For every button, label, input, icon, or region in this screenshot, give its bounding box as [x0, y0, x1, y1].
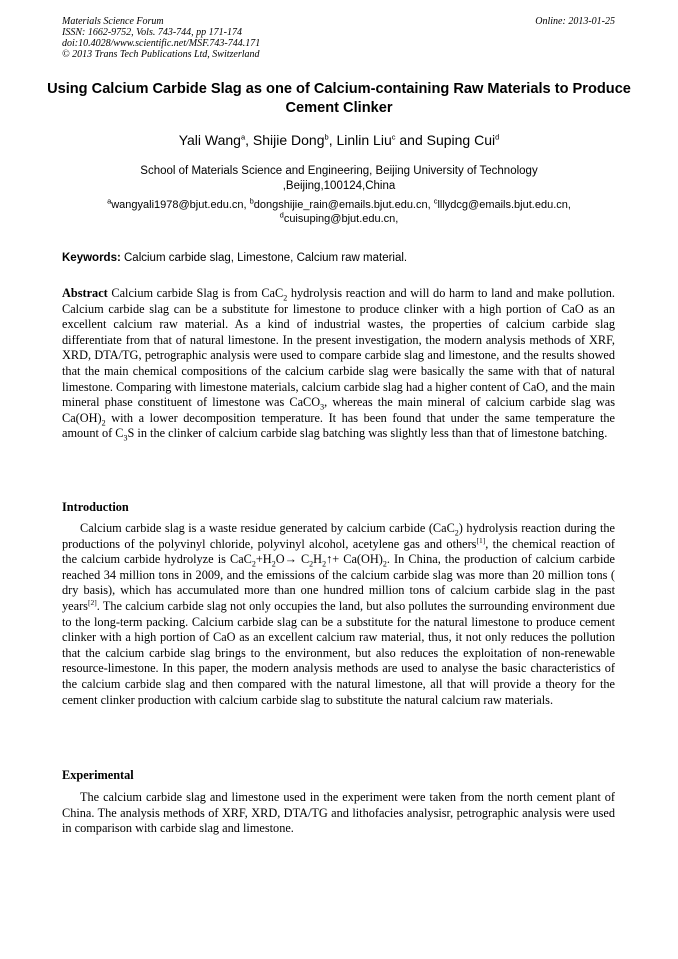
intro-text: . In China, the production of calcium carbide reached 34 million tons in 2009, and the emissions of the calcium carbide slag was more than 20 million tons ( dry basis), which has accumulated more than one hundred million tons of calcium carbide slag in the past years — [62, 552, 615, 613]
subscript: 3 — [320, 402, 325, 412]
email-mark: a — [107, 196, 112, 206]
intro-text: O→ C — [275, 552, 310, 567]
citation-ref[interactable]: [2] — [87, 597, 97, 607]
author-affil-mark: b — [324, 132, 329, 142]
subscript: 2 — [251, 559, 256, 569]
abstract-text: with a lower decomposition temperature. It has been found that under the same temperature the amount of C — [62, 410, 615, 441]
email-link[interactable]: cuisuping@bjut.edu.cn, — [283, 213, 399, 225]
subscript: 2 — [283, 293, 288, 303]
email-mark: b — [249, 196, 254, 206]
section-heading-introduction: Introduction — [62, 500, 129, 514]
email-link[interactable]: lllydcg@emails.bjut.edu.cn, — [437, 199, 571, 211]
abstract-label: Abstract — [62, 286, 108, 300]
author-name: Suping Cui — [426, 132, 496, 148]
abstract-text: Calcium carbide Slag is from CaC — [107, 286, 284, 300]
abstract-paragraph — [62, 286, 615, 442]
author-name: Linlin Liu — [336, 132, 392, 148]
abstract-text: , whereas the main mineral of calcium carbide slag was Ca(OH) — [62, 395, 615, 425]
experimental-paragraph: The calcium carbide slag and limestone used in the experiment were taken from the north cement plant of China. The analysis methods of XRF, XRD, DTA/TG and lithofacies analysisr, petrographic analysis were used in comparison with carbide slag and limestone. — [62, 790, 615, 836]
intro-text: . The calcium carbide slag not only occupies the land, but also pollutes the surrounding environment due to the long-term packing. Calcium carbide slag can be a substitute for the natural limestone to produce cement clinker with a high portion of CaO as an excellent calcium raw material, thus, it not only reduces the pollution that the calcium carbide slag brings to the environment, but also reduces the exploitation of non-renewable resource-limestone. In this paper, the modern analysis methods are used to analyse the basic characteristics of the calcium carbide slag and then compared with the natural limestone, all that will provide a theory for the cement clinker production with calcium carbide slag to substitute the natural calcium raw materials. — [62, 598, 615, 707]
author-separator: and — [395, 132, 427, 148]
subscript: 2 — [322, 559, 327, 569]
keywords-text: Calcium carbide slag, Limestone, Calcium raw material. — [120, 252, 408, 264]
author-affil-mark: c — [391, 132, 396, 142]
affiliation — [60, 164, 618, 194]
subscript: 2 — [454, 528, 459, 538]
copyright-line: © 2013 Trans Tech Publications Ltd, Switzerland — [62, 49, 260, 60]
intro-text: Calcium carbide slag is a waste residue generated by calcium carbide (CaC — [80, 521, 455, 535]
affiliation-line: School of Materials Science and Engineering, Beijing University of Technology — [140, 165, 538, 177]
introduction-paragraph — [62, 521, 615, 708]
email-mark: c — [433, 196, 438, 206]
issn-line: ISSN: 1662-9752, Vols. 743-744, pp 171-174 — [62, 27, 242, 38]
journal-header — [62, 16, 615, 60]
subscript: 2 — [382, 559, 387, 569]
author-separator: , — [328, 132, 337, 148]
author-separator: , — [245, 132, 253, 148]
author-name: Yali Wang — [178, 132, 241, 148]
intro-text: ) hydrolysis reaction during the productions of the polyvinyl chloride, polyvinyl alcohol, acetylene gas and others — [62, 521, 615, 551]
affiliation-line: ,Beijing,100124,China — [282, 180, 396, 192]
keywords-label: Keywords: — [62, 252, 121, 264]
intro-text: ↑+ Ca(OH) — [326, 552, 383, 567]
section-heading-experimental: Experimental — [62, 768, 134, 782]
author-affil-mark: d — [495, 132, 500, 142]
doi-line: doi:10.4028/www.scientific.net/MSF.743-744.171 — [62, 38, 261, 49]
subscript: 2 — [309, 559, 314, 569]
citation-ref[interactable]: [1] — [476, 535, 486, 545]
author-list — [40, 131, 638, 149]
intro-text: H — [313, 552, 323, 567]
subscript: 2 — [271, 559, 276, 569]
journal-name: Materials Science Forum — [62, 16, 164, 27]
online-date: Online: 2013-01-25 — [535, 16, 615, 27]
email-mark: d — [279, 210, 284, 220]
abstract-text: S in the clinker of calcium carbide slag batching was slightly less than that of limestone batching. — [127, 426, 608, 441]
author-name: Shijie Dong — [252, 132, 325, 148]
author-emails — [60, 198, 618, 226]
email-link[interactable]: wangyali1978@bjut.edu.cn, — [111, 199, 250, 211]
intro-text: +H — [255, 552, 272, 567]
paper-title: Using Calcium Carbide Slag as one of Calcium-containing Raw Materials to Produce Cement Clinker — [47, 81, 631, 116]
subscript: 3 — [123, 433, 128, 443]
author-affil-mark: a — [240, 132, 246, 142]
intro-text: , the chemical reaction of the calcium carbide hydrolyze is CaC — [62, 536, 615, 567]
abstract-text: hydrolysis reaction and will do harm to land and make pollution. Calcium carbide slag can be a substitute for limestone to produce clinker with a high portion of CaO as an excellent calcium raw material. As a kind of industrial wastes, the properties of calcium carbide slag differentiate from that of natural limestone. In the present investigation, the modern analysis methods of XRF, XRD, DTA/TG, petrographic analysis were used to compare carbide slag and limestone, and the results showed that the main chemical compositions of the calcium carbide slag were basically the same with that of natural limestone. Comparing with limestone materials, calcium carbide slag had a higher content of CaO, and the main mineral phase constituent of limestone was CaCO — [62, 286, 615, 410]
keywords — [62, 251, 615, 265]
subscript: 2 — [101, 418, 106, 428]
email-link[interactable]: dongshijie_rain@emails.bjut.edu.cn, — [253, 199, 434, 211]
